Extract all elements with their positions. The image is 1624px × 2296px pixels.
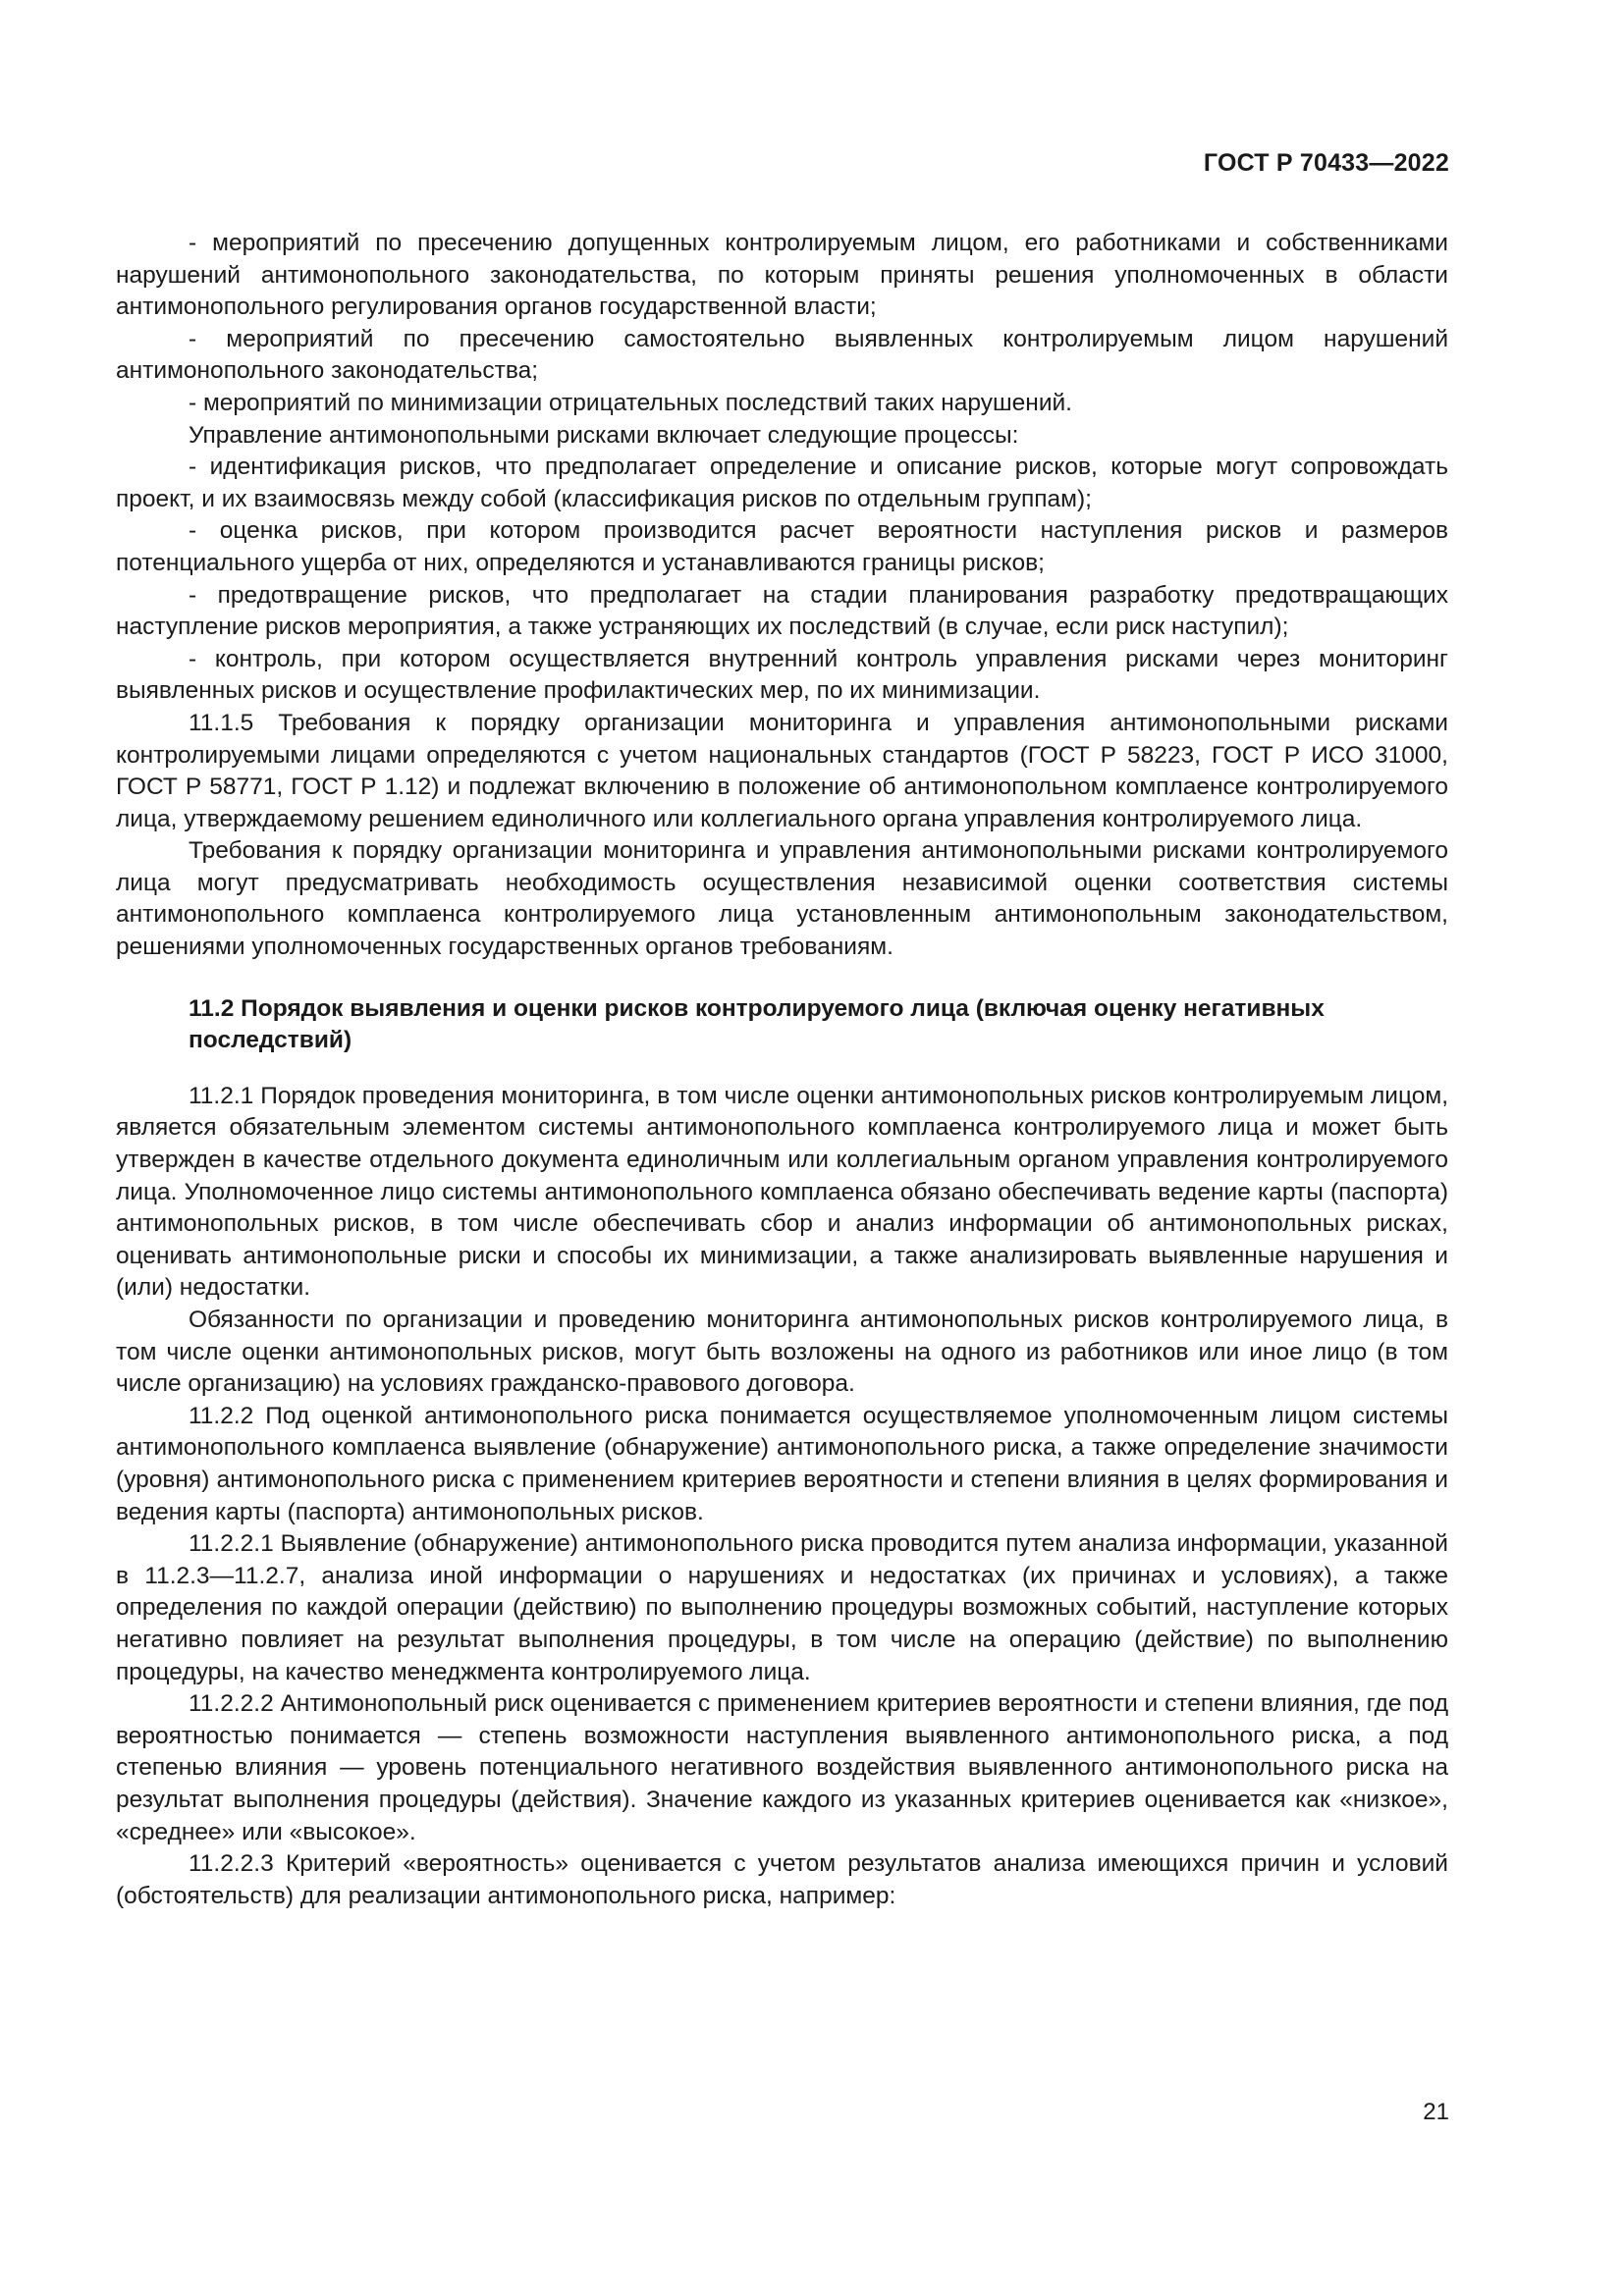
paragraph: Обязанности по организации и проведению мониторинга антимонопольных рисков контролируемого лица, в том числе оценки антимонопольных рисков, могут быть возложены на одного из работников или иное лицо (в том числе организацию) на условиях гражданско-правового договора.	[116, 1307, 1448, 1398]
paragraph: Управление антимонопольными рисками включает следующие процессы:	[189, 421, 1019, 449]
paragraph: 11.1.5 Требования к порядку организации мониторинга и управления антимонопольными рисками контролируемыми лицами определяются с учетом национальных стандартов (ГОСТ Р 58223, ГОСТ Р ИСО 31000, ГОСТ Р 58771, ГОСТ Р 1.12) и подлежат включению в положение об антимонопольном комплаенсе контролируемого лица, утверждаемому решением единоличного или коллегиального органа управления контролируемого лица.	[116, 709, 1448, 832]
paragraph: 11.2.2 Под оценкой антимонопольного риска понимается осуществляемое уполномоченным лицом системы антимонопольного комплаенса выявление (обнаружение) антимонопольного риска, а также определение значимости (уровня) антимонопольного риска с применением критериев вероятности и степени влияния в целях формирования и ведения карты (паспорта) антимонопольных рисков.	[116, 1402, 1448, 1525]
page-number: 21	[1423, 2099, 1449, 2125]
document-body	[116, 228, 1448, 1912]
paragraph: - идентификация рисков, что предполагает определение и описание рисков, которые могут сопровождать проект, и их взаимосвязь между собой (классификация рисков по отдельным группам);	[116, 454, 1448, 512]
standard-designation: ГОСТ Р 70433—2022	[1203, 149, 1449, 177]
paragraph: - мероприятий по пресечению допущенных контролируемым лицом, его работниками и собственниками нарушений антимонопольного законодательства, по которым приняты решения уполномоченных в области антимонопольного регулирования органов государственной власти;	[116, 230, 1448, 321]
paragraph: 11.2.2.3 Критерий «вероятность» оценивается с учетом результатов анализа имеющихся причин и условий (обстоятельств) для реализации антимонопольного риска, например:	[116, 1850, 1448, 1909]
paragraph: - мероприятий по пресечению самостоятельно выявленных контролируемым лицом нарушений антимонопольного законодательства;	[116, 325, 1448, 385]
paragraph: 11.2.2.1 Выявление (обнаружение) антимонопольного риска проводится путем анализа информации, указанной в 11.2.3—11.2.7, анализа иной информации о нарушениях и недостатках (их причинах и условиях), а также определения по каждой операции (действию) по выполнению процедуры возможных событий, наступление которых негативно повлияет на результат выполнения процедуры, в том числе на операцию (действие) по выполнению процедуры, на качество менеджмента контролируемого лица.	[116, 1530, 1448, 1685]
paragraph: - мероприятий по минимизации отрицательных последствий таких нарушений.	[189, 389, 1072, 416]
paragraph: 11.2.1 Порядок проведения мониторинга, в том числе оценки антимонопольных рисков контролируемым лицом, является обязательным элементом системы антимонопольного комплаенса контролируемого лица и может быть утвержден в качестве отдельного документа единоличным или коллегиальным органом управления контролируемого лица. Уполномоченное лицо системы антимонопольного комплаенса обязано обеспечивать ведение карты (паспорта) антимонопольных рисков, в том числе обеспечивать сбор и анализ информации об антимонопольных рисках, оценивать антимонопольные риски и способы их минимизации, а также анализировать выявленные нарушения и (или) недостатки.	[116, 1082, 1448, 1302]
paragraph: 11.2.2.2 Антимонопольный риск оценивается с применением критериев вероятности и степени влияния, где под вероятностью понимается — степень возможности наступления выявленного антимонопольного риска, а под степенью влияния — уровень потенциального негативного воздействия выявленного антимонопольного риска на результат выполнения процедуры (действия). Значение каждого из указанных критериев оценивается как «низкое», «среднее» или «высокое».	[116, 1690, 1448, 1845]
paragraph: - предотвращение рисков, что предполагает на стадии планирования разработку предотвращающих наступление рисков мероприятия, а также устраняющих их последствий (в случае, если риск наступил);	[116, 581, 1448, 641]
section-heading: 11.2 Порядок выявления и оценки рисков контролируемого лица (включая оценку негативных последствий)	[189, 994, 1325, 1054]
paragraph: - оценка рисков, при котором производится расчет вероятности наступления рисков и размеров потенциального ущерба от них, определяются и устанавливаются границы рисков;	[116, 517, 1448, 576]
paragraph: Требования к порядку организации мониторинга и управления антимонопольными рисками контролируемого лица могут предусматривать необходимость осуществления независимой оценки соответствия системы антимонопольного комплаенса контролируемого лица установленным антимонопольным законодательством, решениями уполномоченных государственных органов требованиям.	[116, 837, 1448, 961]
paragraph: - контроль, при котором осуществляется внутренний контроль управления рисками через мониторинг выявленных рисков и осуществление профилактических мер, по их минимизации.	[116, 645, 1448, 705]
